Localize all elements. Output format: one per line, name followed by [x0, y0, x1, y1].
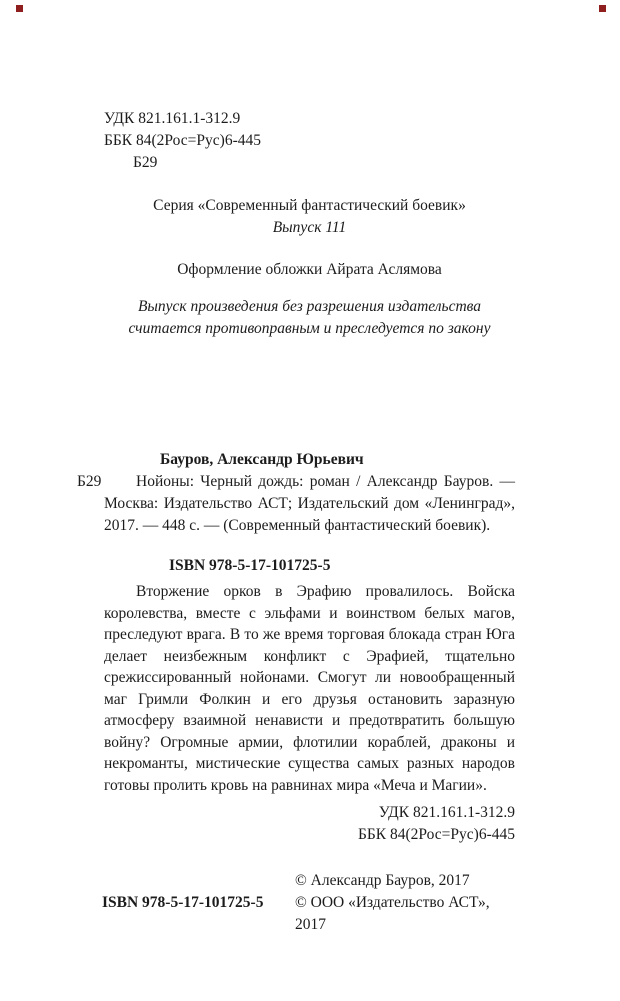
catalog-code: Б29: [133, 154, 158, 171]
bottom-classification-block: [104, 802, 515, 846]
author-heading: Бауров, Александр Юрьевич: [160, 451, 364, 468]
copyright-row: [102, 892, 515, 933]
catalog-entry: [77, 471, 515, 537]
legal-notice-line1: Выпуск произведения без разрешения издательства: [137, 298, 482, 315]
legal-notice-line2: считается противоправным и преследуется по закону: [128, 320, 491, 337]
legal-notice: [104, 296, 515, 340]
series-block: [104, 195, 515, 239]
copyright-author: © Александр Бауров, 2017: [295, 872, 470, 889]
copyright-block: [102, 870, 515, 933]
udk-code: УДК 821.161.1-312.9: [104, 110, 241, 127]
classification-block: [104, 108, 515, 174]
cover-design-credit: Оформление обложки Айрата Аслямова: [177, 261, 442, 278]
isbn-line: ISBN 978-5-17-101725-5: [169, 557, 331, 574]
bottom-isbn: ISBN 978-5-17-101725-5: [102, 894, 264, 911]
bbk-code: ББК 84(2Рос=Рус)6-445: [104, 132, 261, 149]
series-issue: Выпуск 111: [272, 219, 347, 236]
bottom-bbk-code: ББК 84(2Рос=Рус)6-445: [358, 826, 515, 843]
catalog-entry-text: Нойоны: Черный дождь: роман / Александр Бауров. — Москва: Издательство АСТ; Издательский дом «Ленинград», 2017. — 448 с. — (Современный фантастический боевик).: [104, 473, 515, 534]
bottom-udk-code: УДК 821.161.1-312.9: [378, 804, 515, 821]
copyright-publisher: © ООО «Издательство АСТ», 2017: [295, 894, 490, 933]
annotation-paragraph: Вторжение орков в Эрафию провалилось. Войска королевства, вместе с эльфами и воинством белых магов, преследуют врага. В то же время торговая блокада стран Юга делает неизбежным конфликт с Эрафией, тщательно срежиссированный нойонами. Смогут ли новообращенный маг Гримли Фолкин и его друзья остановить заразную атмосферу взаимной ненависти и предотвратить большую войну? Огромные армии, флотилии кораблей, драконы и некроманты, мистические существа самых разных народов готовы пролить кровь на равнинах мира «Меча и Магии».: [104, 583, 515, 794]
catalog-entry-code: Б29: [77, 473, 102, 490]
series-title: Серия «Современный фантастический боевик»: [153, 197, 466, 214]
